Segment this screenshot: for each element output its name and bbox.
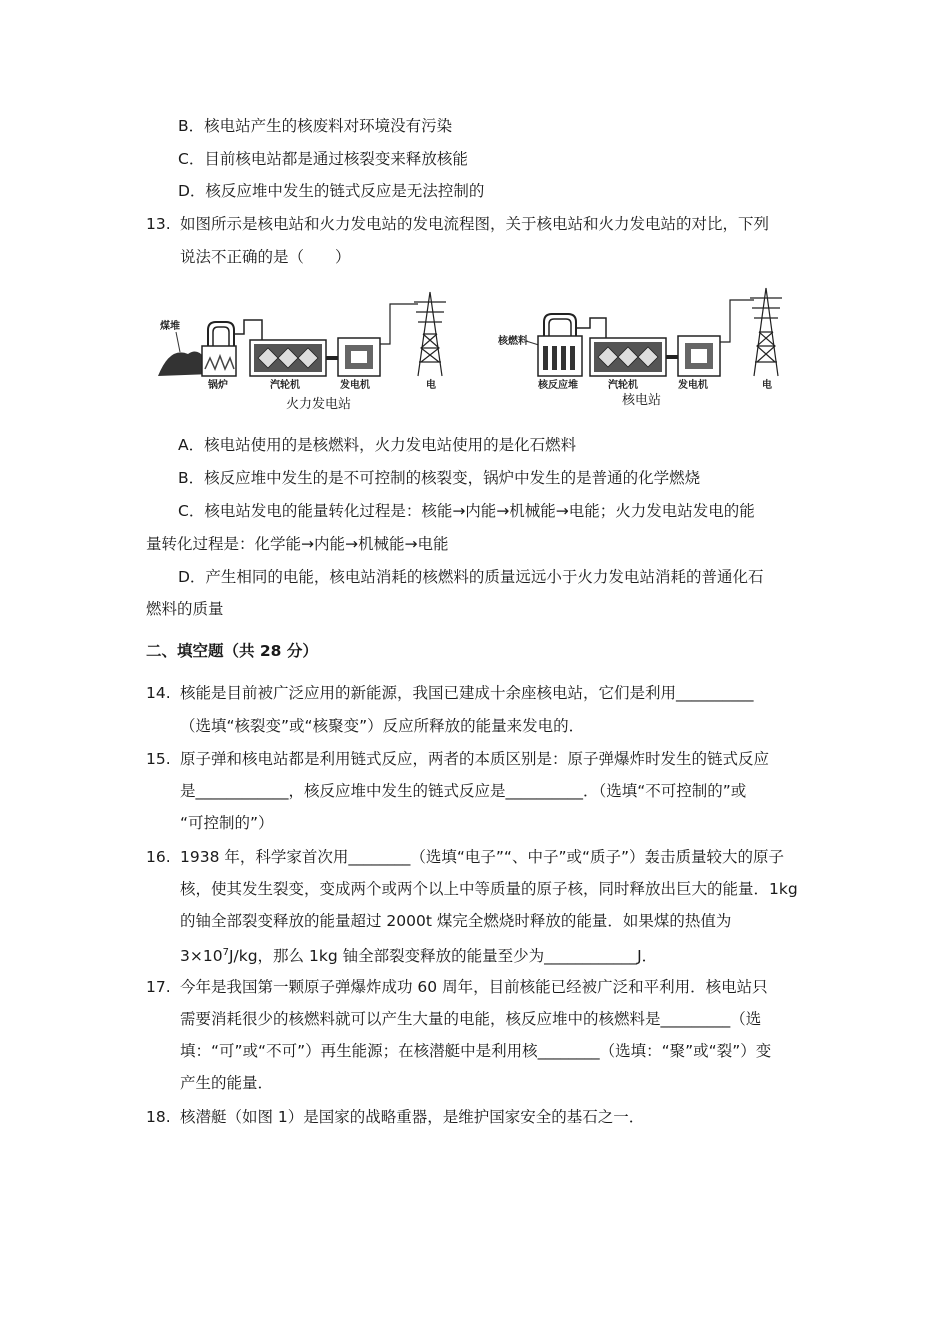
q12-option-b: B．核电站产生的核废料对环境没有污染 <box>178 117 453 135</box>
q17-number: 17. <box>146 978 171 996</box>
q16-line2: 核，使其发生裂变，变成两个或两个以上中等质量的原子核，同时释放出巨大的能量．1kg <box>180 880 798 898</box>
section-heading: 二、填空题（共 28 分） <box>146 642 318 660</box>
thermal-station-caption: 火力发电站 <box>286 397 352 412</box>
q16-line4 <box>180 942 657 967</box>
q15-line2: 是____________，核反应堆中发生的链式反应是__________．（选填“不可控制的”或 <box>180 782 747 800</box>
q16-line4-rest: J/kg，那么 1kg 铀全部裂变释放的能量至少为____________J． <box>228 947 658 966</box>
turbine-label-right: 汽轮机 <box>608 380 638 391</box>
turbine-label: 汽轮机 <box>270 380 300 391</box>
generator-label: 发电机 <box>340 380 370 391</box>
q13-option-c-line2: 量转化过程是：化学能→内能→机械能→电能 <box>146 535 449 553</box>
coal-label: 煤堆 <box>160 321 180 332</box>
thermal-station-figure <box>158 292 446 412</box>
q15-line1: 原子弹和核电站都是利用链式反应，两者的本质区别是：原子弹爆炸时发生的链式反应 <box>180 750 770 768</box>
q17-line4: 产生的能量． <box>180 1074 274 1092</box>
q16-value-base: 3×10 <box>180 947 223 966</box>
q15-number: 15. <box>146 750 171 768</box>
q14-line1: 核能是目前被广泛应用的新能源，我国已建成十余座核电站，它们是利用__________ <box>180 684 754 702</box>
q16-number: 16. <box>146 848 171 866</box>
transmission-tower-icon <box>750 288 782 376</box>
q13-stem-line1: 如图所示是核电站和火力发电站的发电流程图，关于核电站和火力发电站的对比，下列 <box>180 215 770 233</box>
q13-number: 13. <box>146 215 171 233</box>
generator-label-right: 发电机 <box>678 380 708 391</box>
q13-stem-line2: 说法不正确的是（ ） <box>180 248 351 266</box>
q14-number: 14. <box>146 684 171 702</box>
q12-option-c: C．目前核电站都是通过核裂变来释放核能 <box>178 150 468 168</box>
q17-line3: 填：“可”或“不可”）再生能源；在核潜艇中是利用核________（选填：“聚”或“裂”）变 <box>180 1042 772 1060</box>
q17-line2: 需要消耗很少的核燃料就可以产生大量的电能，核反应堆中的核燃料是_________（选 <box>180 1010 762 1028</box>
electricity-label-right: 电 <box>762 380 772 391</box>
q13-option-c-line1: C．核电站发电的能量转化过程是：核能→内能→机械能→电能；火力发电站发电的能 <box>178 502 755 520</box>
q13-option-a: A．核电站使用的是核燃料，火力发电站使用的是化石燃料 <box>178 436 577 454</box>
q12-option-d: D．核反应堆中发生的链式反应是无法控制的 <box>178 182 485 200</box>
q15-line3: “可控制的”） <box>180 814 274 832</box>
nuclear-station-caption: 核电站 <box>622 393 662 408</box>
boiler-label: 锅炉 <box>208 380 228 391</box>
q16-value-exponent: 7 <box>222 947 229 958</box>
q13-option-d-line1: D．产生相同的电能，核电站消耗的核燃料的质量远远小于火力发电站消耗的普通化石 <box>178 568 764 586</box>
q16-line3: 的铀全部裂变释放的能量超过 2000t 煤完全燃烧时释放的能量．如果煤的热值为 <box>180 912 732 930</box>
power-station-diagram <box>150 284 800 414</box>
transmission-tower-icon <box>414 292 446 376</box>
q18-number: 18. <box>146 1108 171 1126</box>
q13-option-d-line2: 燃料的质量 <box>146 600 224 618</box>
reactor-label: 核反应堆 <box>538 380 578 391</box>
nuclear-station-figure <box>497 288 782 408</box>
electricity-label-left: 电 <box>426 380 436 391</box>
q13-option-b: B．核反应堆中发生的是不可控制的核裂变，锅炉中发生的是普通的化学燃烧 <box>178 469 701 487</box>
q17-line1: 今年是我国第一颗原子弹爆炸成功 60 周年，目前核能已经被广泛和平利用．核电站只 <box>180 978 768 996</box>
q16-line1: 1938 年，科学家首次用________（选填“电子”“、中子”或“质子”）轰击质量较大的原子 <box>180 848 785 866</box>
q14-line2: （选填“核裂变”或“核聚变”）反应所释放的能量来发电的． <box>180 717 585 735</box>
fuel-label: 核燃料 <box>498 336 528 347</box>
q18-line1: 核潜艇（如图 1）是国家的战略重器，是维护国家安全的基石之一． <box>180 1108 645 1126</box>
